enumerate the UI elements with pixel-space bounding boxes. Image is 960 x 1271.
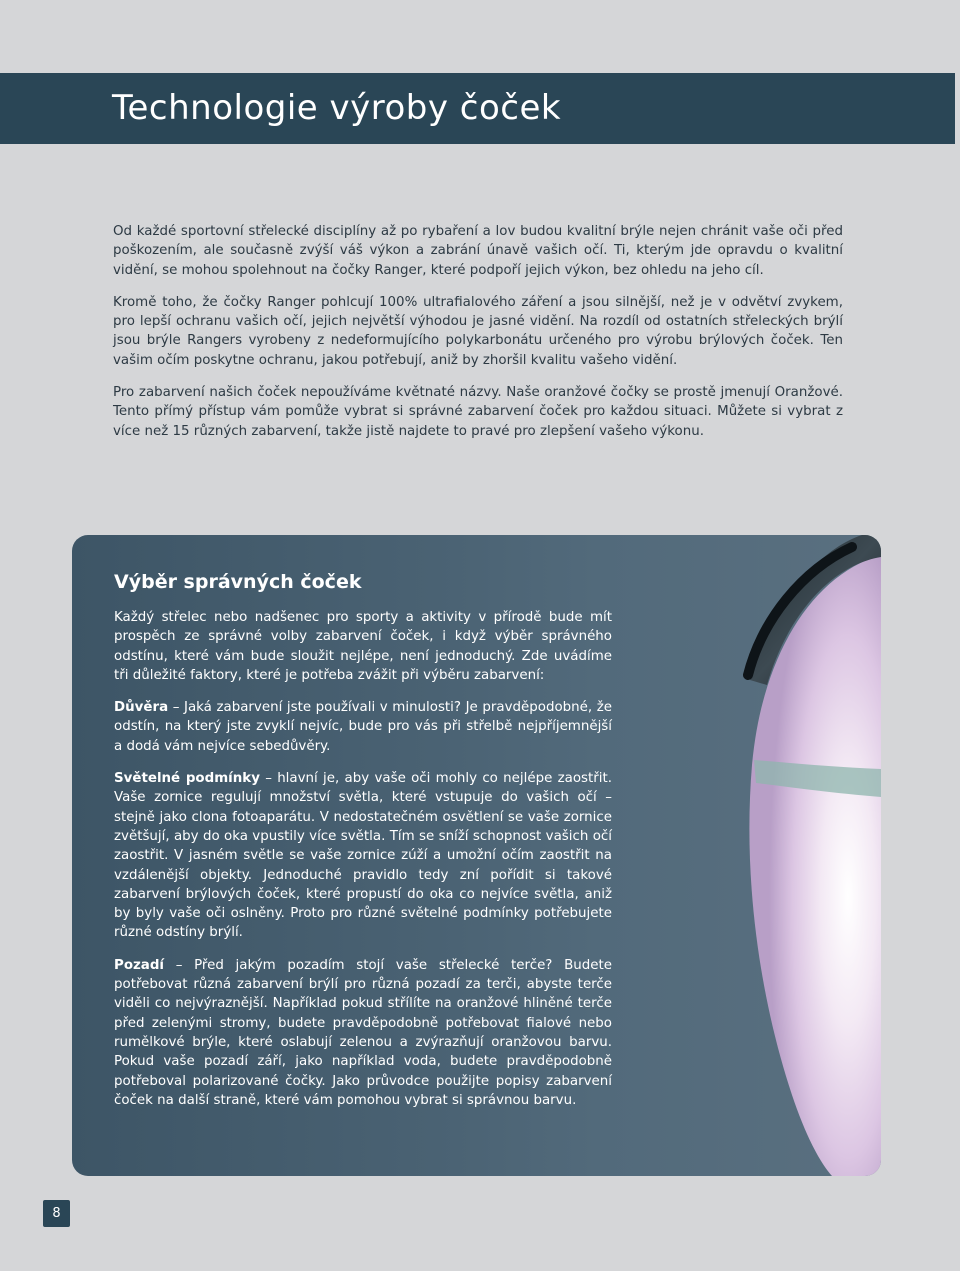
factor-term: Důvěra — [114, 700, 169, 716]
intro-paragraph: Pro zabarvení našich čoček nepoužíváme květnaté názvy. Naše oranžové čočky se prostě jmenují Oranžové. Tento přímý přístup vám pomůže vybrat si správné zabarvení čoček pro každou situaci. Můžete si vybrat z více než 15 různých zabarvení, takže jistě najdete to pravé pro zlepšení vašeho výkonu. — [113, 385, 843, 439]
factor-paragraph — [114, 956, 612, 1110]
factor-term: Světelné podmínky — [114, 771, 260, 787]
factor-text: – Před jakým pozadím stojí vaše střelecké terče? Budete potřebovat různá zabarvení brýlí pro různá pozadí za terči, abyste terče viděli co nejvýraznější. Například pokud střílíte na oranžové hliněné terče před zelenými stromy, budete pravděpodobně potřebovat fialové nebo rumělkové brýle, které oslabují zelenou a zvýrazňují oranžovou barvu. Pokud vaše pozadí září, jako například voda, budete pravděpodobně potřeboval polarizované čočky. Jako průvodce použijte popisy zabarvení čoček na další straně, které vám pomohou vybrat si správnou barvu. — [114, 957, 612, 1108]
factor-text: – hlavní je, aby vaše oči mohly co nejlépe zaostřit. Vaše zornice regulují množství světla, které vstupuje do vašich očí – stejně jako clona fotoaparátu. V nedostatečném osvětlení se vaše zornice zvětšují, aby do oka vpustily více světla. Tím se sníží schopnost vašich očí zaostřit. V jasném světle se vaše zornice zúží a umožní očím zaostřit na vzdálenější objekty. Jednoduché pravidlo tedy zní pořídit si takové zabarvení brýlových čoček, které propustí do oka co nejvíce světla, aniž by byly vaše oči oslněny. Proto pro různé světelné podmínky potřebujete různé odstíny brýlí. — [114, 771, 612, 941]
panel-title: Výběr správných čoček — [114, 571, 362, 593]
intro-paragraph: Kromě toho, že čočky Ranger pohlcují 100% ultrafialového záření a jsou silnější, než je v odvětví zvykem, pro lepší ochranu vašich očí, jejich největší výhodou je jasné vidění. Na rozdíl od ostatních střeleckých brýlí jsou brýle Rangers vyrobeny z nedeformujícího polykarbonátu určeného pro výrobu brýlových čoček. Ten vašim očím poskytne ochranu, jakou potřebují, aniž by zhoršil kvalitu vašeho vidění. — [113, 294, 843, 368]
factor-term: Pozadí — [114, 957, 165, 973]
factor-paragraph — [114, 698, 612, 756]
lens-selection-panel — [72, 535, 881, 1176]
intro-section — [113, 222, 843, 454]
intro-paragraph: Od každé sportovní střelecké disciplíny až po rybaření a lov budou kvalitní brýle nejen chránit vaše oči před poškozením, ale současně zvýší váš výkon a zabrání únavě vašich očí. Ti, kterým jde opravdu o kvalitní vidění, se mohou spolehnout na čočky Ranger, které podpoří jejich výkon, bez ohledu na jeho cíl. — [113, 224, 843, 278]
factor-paragraph — [114, 769, 612, 943]
page-number: 8 — [43, 1200, 70, 1227]
panel-content — [114, 570, 612, 1123]
page-title: Technologie výroby čoček — [112, 88, 562, 128]
panel-intro-paragraph: Každý střelec nebo nadšenec pro sporty a aktivity v přírodě bude mít prospěch ze správné volby zabarvení čoček, i když výběr správného odstínu, které vám bude sloužit nejlépe, není jednoduchý. Zde uvádíme tři důležité faktory, které je potřeba zvážit při výběru zabarvení: — [114, 610, 612, 683]
factor-text: – Jaká zabarvení jste používali v minulosti? Je pravděpodobné, že odstín, na který jste zvyklí nejvíc, bude pro vás při střelbě nejpříjemnější a dodá vám nejvíce sebedůvěry. — [114, 700, 612, 754]
